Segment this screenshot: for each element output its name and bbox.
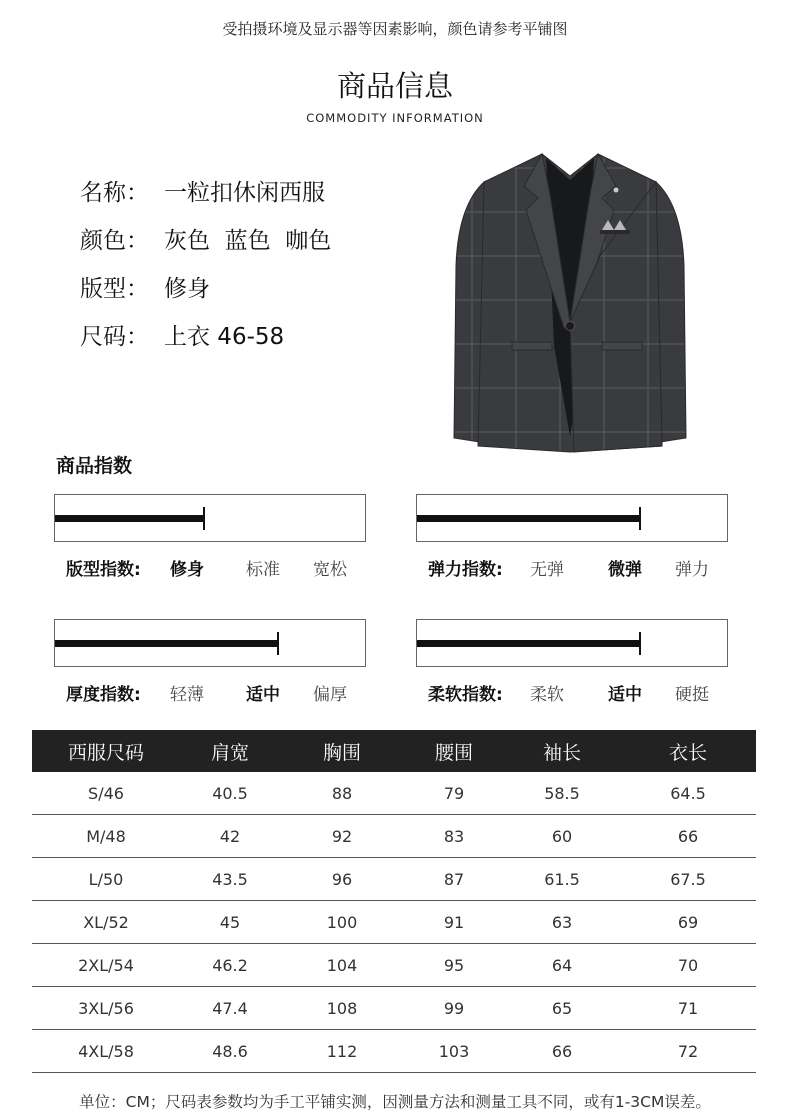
index-option: 微弹 [608,560,642,580]
table-cell: 69 [620,901,756,944]
info-row-color [80,222,331,255]
fit-index-labels [54,555,374,579]
table-cell: 46.2 [180,944,280,987]
index-option: 标准 [246,560,280,580]
table-row [32,858,756,901]
table-cell: 88 [280,772,404,815]
table-row [32,987,756,1030]
index-option: 无弹 [530,560,564,580]
blazer-icon [450,146,690,456]
table-cell: 95 [404,944,504,987]
gauge-marker [203,507,205,530]
table-cell: 79 [404,772,504,815]
index-option: 轻薄 [170,685,204,705]
index-option: 宽松 [313,560,347,580]
elasticity-index-labels [416,555,736,579]
table-cell: 65 [504,987,620,1030]
color-notice: 受拍摄环境及显示器等因素影响，颜色请参考平铺图 [222,20,568,38]
index-option: 适中 [246,685,280,705]
table-cell: 67.5 [620,858,756,901]
table-cell: 58.5 [504,772,620,815]
table-cell: 64 [504,944,620,987]
thickness-index-gauge [54,619,366,667]
table-header-row [32,730,756,772]
table-cell: 60 [504,815,620,858]
info-value: 修身 [164,276,210,302]
index-option: 适中 [608,685,642,705]
info-label: 版型： [80,276,149,302]
table-cell: 64.5 [620,772,756,815]
table-cell: 3XL/56 [32,987,180,1030]
table-cell: 42 [180,815,280,858]
index-option: 柔软 [530,685,564,705]
table-cell: 108 [280,987,404,1030]
table-cell: 103 [404,1030,504,1073]
table-cell: 100 [280,901,404,944]
table-cell: 83 [404,815,504,858]
table-cell: 61.5 [504,858,620,901]
table-row [32,944,756,987]
softness-index-gauge [416,619,728,667]
table-cell: 96 [280,858,404,901]
table-cell: 48.6 [180,1030,280,1073]
table-cell: 99 [404,987,504,1030]
table-cell: 112 [280,1030,404,1073]
page-title: 商品信息 [336,69,453,103]
table-cell: 63 [504,901,620,944]
index-name: 柔软指数: [428,685,503,705]
table-cell: 4XL/58 [32,1030,180,1073]
page-subtitle: COMMODITY INFORMATION [306,111,484,125]
table-row [32,901,756,944]
index-name: 厚度指数: [66,685,141,705]
table-cell: XL/52 [32,901,180,944]
elasticity-index-gauge [416,494,728,542]
index-name: 版型指数: [66,560,141,580]
info-value: 一粒扣休闲西服 [164,180,325,206]
table-cell: 2XL/54 [32,944,180,987]
column-header: 肩宽 [180,730,280,772]
gauge-marker [639,507,641,530]
table-cell: 92 [280,815,404,858]
table-cell: L/50 [32,858,180,901]
gauge-fill [417,515,640,522]
column-header: 袖长 [504,730,620,772]
index-option: 偏厚 [313,685,347,705]
gauge-fill [417,640,640,647]
index-section-title: 商品指数 [56,455,133,477]
info-label: 名称： [80,180,149,206]
table-cell: 43.5 [180,858,280,901]
table-cell: 71 [620,987,756,1030]
info-row-fit [80,270,210,303]
info-value: 上衣 46-58 [164,324,285,350]
column-header: 腰围 [404,730,504,772]
index-option: 弹力 [675,560,709,580]
index-option: 修身 [170,560,204,580]
table-cell: 87 [404,858,504,901]
info-value: 灰色 蓝色 咖色 [164,228,332,254]
table-cell: 47.4 [180,987,280,1030]
table-cell: 66 [620,815,756,858]
softness-index-labels [416,680,736,704]
table-cell: 45 [180,901,280,944]
info-row-name [80,174,325,207]
table-cell: 104 [280,944,404,987]
column-header: 衣长 [620,730,756,772]
table-cell: M/48 [32,815,180,858]
info-label: 颜色： [80,228,149,254]
table-row [32,815,756,858]
gauge-fill [55,515,204,522]
thickness-index-labels [54,680,374,704]
table-cell: S/46 [32,772,180,815]
index-option: 硬挺 [675,685,709,705]
table-row [32,772,756,815]
index-name: 弹力指数: [428,560,503,580]
measurement-footnote: 单位：CM；尺码表参数均为手工平铺实测，因测量方法和测量工具不同，或有1-3CM误差。 [79,1093,711,1111]
gauge-marker [639,632,641,655]
gauge-marker [277,632,279,655]
table-cell: 91 [404,901,504,944]
fit-index-gauge [54,494,366,542]
info-row-size [80,318,284,351]
column-header: 胸围 [280,730,404,772]
column-header: 西服尺码 [32,730,180,772]
table-row [32,1030,756,1073]
size-table [32,730,756,1073]
table-cell: 70 [620,944,756,987]
gauge-fill [55,640,278,647]
table-cell: 66 [504,1030,620,1073]
table-cell: 40.5 [180,772,280,815]
info-label: 尺码： [80,324,149,350]
table-cell: 72 [620,1030,756,1073]
